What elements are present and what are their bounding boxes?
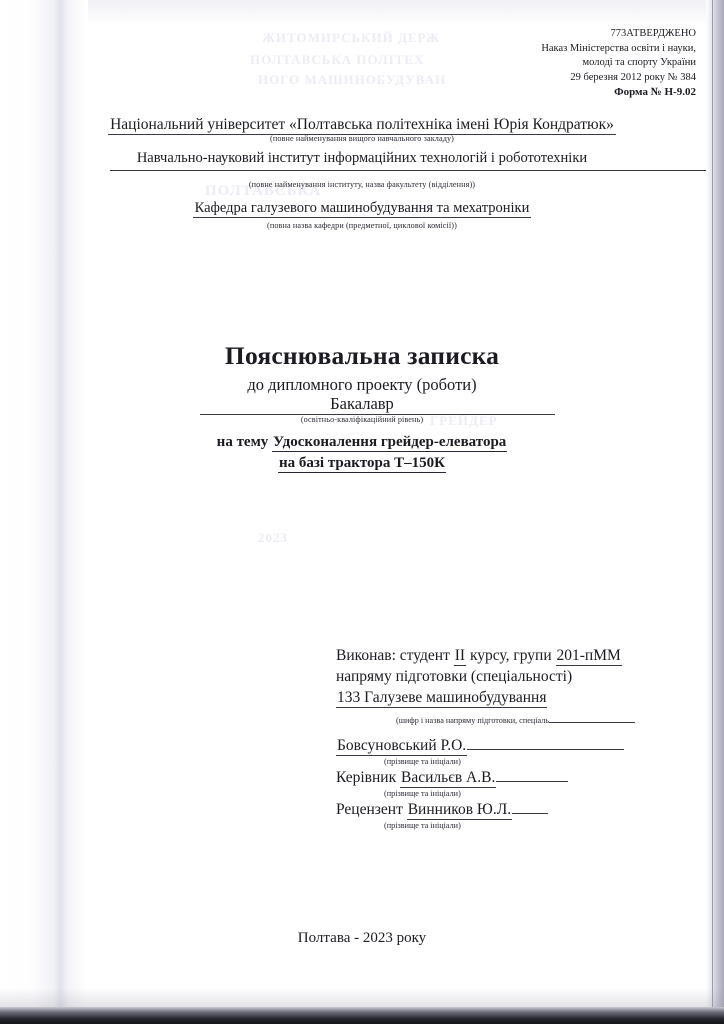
student-name: Бовсуновський Р.О. (337, 737, 467, 754)
bleed-through-ghost-text: ЖИТОМИРСЬКИЙ ДЕРЖ (262, 30, 440, 45)
degree-caption: (освітньо-кваліфікаційний рівень) (300, 415, 424, 424)
specialty-caption: (шифр і назва напряму підготовки, спеціаль (396, 716, 550, 725)
author-block (336, 645, 696, 831)
bleed-through-ghost-text: ГРЕЙДЕР (430, 413, 498, 428)
group-value: 201-пММ (556, 647, 621, 664)
specialty-blank-rule (549, 709, 635, 723)
reviewer-label: Рецензент (336, 801, 403, 818)
course-suffix: курсу, групи (469, 647, 552, 664)
department-line (0, 200, 724, 217)
scan-bottom-shadow (0, 988, 724, 1010)
reviewer-name-rule (512, 801, 548, 814)
bleed-through-ghost-text: НОГО МАШИНОБУДУВАН (258, 72, 447, 87)
university-line (0, 116, 724, 134)
topic-line-1 (0, 434, 724, 451)
institute-line (0, 150, 724, 167)
specialty-caption-row (336, 708, 696, 729)
supervisor-name: Васильєв А.В. (401, 769, 496, 786)
form-code: Форма № Н-9.02 (614, 86, 696, 98)
reviewer-row (336, 799, 696, 820)
institute-underline (110, 170, 710, 171)
approval-line-2: Наказ Міністерства освіти і науки, (541, 42, 696, 54)
bleed-through-ghost-text: 2023 (258, 530, 288, 545)
footer-city-year: Полтава - 2023 року (297, 930, 427, 946)
institute-name: Навчально-науковий інститут інформаційних технологій і робототехніки (136, 150, 588, 166)
university-name: Національний університет «Полтавська політехніка імені Юрія Кондратюк» (110, 116, 614, 133)
student-name-row (336, 735, 696, 756)
student-name-rule (467, 737, 624, 750)
topic-line-2 (0, 455, 724, 472)
university-caption: (повне найменування вищого навчального закладу) (270, 134, 454, 143)
scan-bottom-dark-edge (0, 1007, 724, 1024)
topic-text-2: на базі трактора Т–150К (278, 455, 446, 471)
page-title: Пояснювальна записка (224, 341, 500, 370)
reviewer-name: Винников Ю.Л. (407, 801, 512, 818)
approval-line-4: 29 березня 2012 року № 384 (570, 71, 696, 83)
approval-line-3: молоді та спорту України (582, 57, 696, 69)
student-caption: (прізвище та ініціали) (384, 757, 461, 766)
supervisor-row (336, 767, 696, 788)
supervisor-label: Керівник (336, 769, 397, 786)
performed-by-row (336, 645, 696, 666)
bleed-through-ghost-text: ПОЛТАВСЬКА (205, 183, 322, 199)
supervisor-name-rule (496, 769, 568, 782)
institute-caption: (повне найменування інституту, назва факультету (відділення)) (248, 180, 476, 189)
topic-prefix: на тему (216, 434, 269, 450)
title-subtitle: до дипломного проекту (роботи) (247, 375, 477, 394)
reviewer-caption: (прізвище та ініціали) (384, 821, 461, 830)
bleed-through-ghost-text: ПОЛТАВСЬКА ПОЛІТЕХ (250, 52, 425, 67)
course-value: ІІ (454, 647, 466, 664)
specialty-value: 133 Галузеве машинобудування (337, 689, 547, 706)
scan-top-tint (88, 0, 708, 26)
performed-by-prefix: Виконав: студент (336, 647, 450, 664)
approval-header (404, 27, 696, 85)
approval-line-1: 773АТВЕРДЖЕНО (610, 28, 696, 39)
degree-level: Бакалавр (330, 394, 394, 413)
supervisor-caption: (прізвище та ініціали) (384, 789, 461, 798)
department-name: Кафедра галузевого машинобудування та мехатроніки (194, 200, 530, 216)
topic-text-1: Удосконалення грейдер-елеватора (273, 434, 507, 450)
department-caption: (повна назва кафедри (предметної, циклової комісії)) (267, 221, 457, 230)
specialty-direction-line: напряму підготовки (спеціальності) (336, 668, 573, 685)
specialty-row (336, 687, 696, 708)
